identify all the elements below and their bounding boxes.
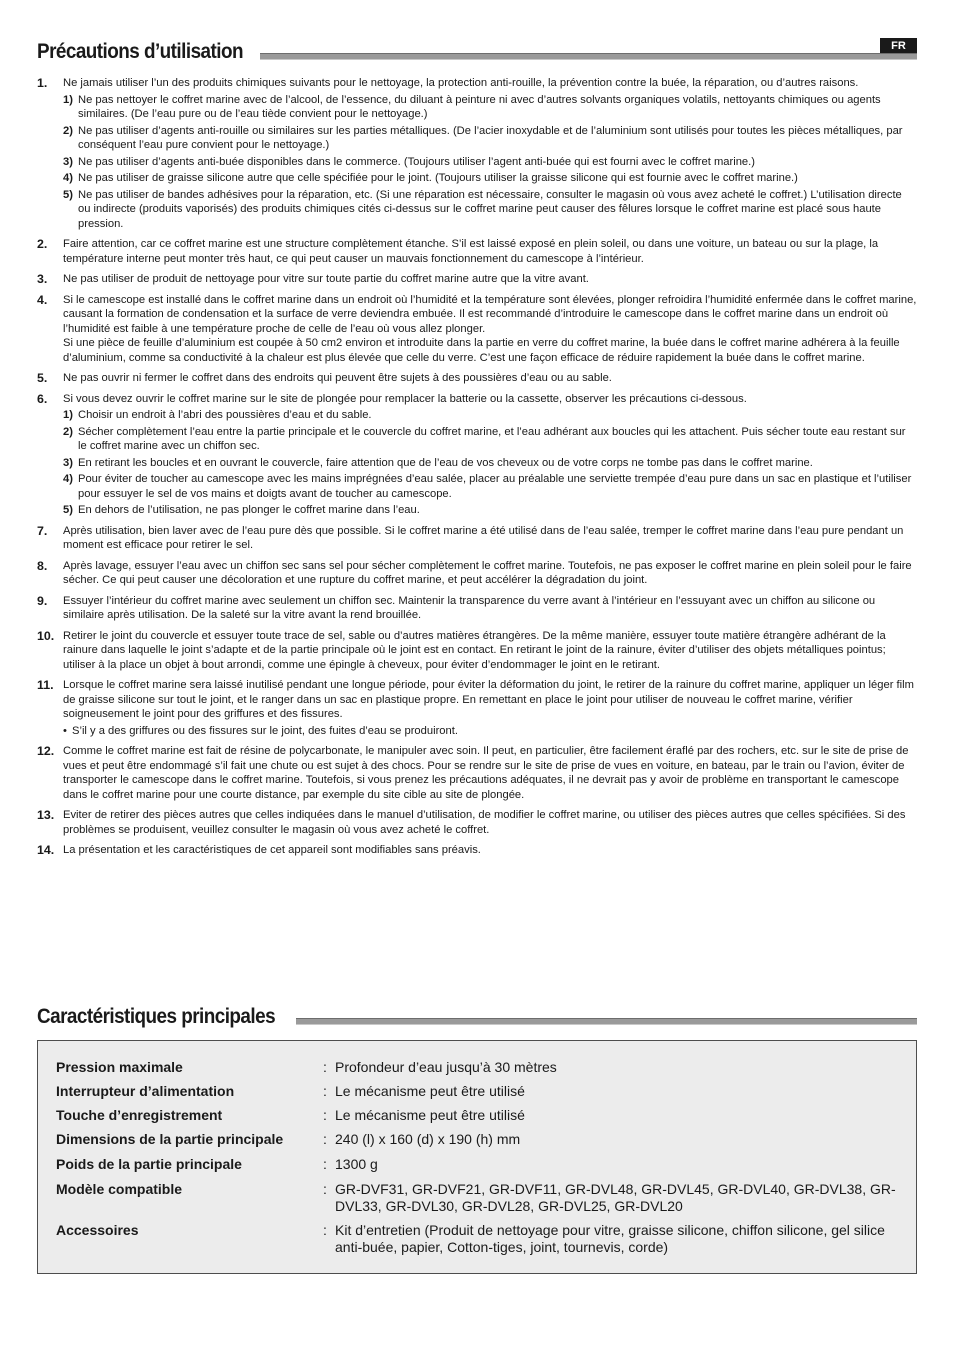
specs-section xyxy=(37,1003,917,1031)
sub-item-text: Ne pas utiliser de bandes adhésives pour la réparation, etc. (Si une réparation est nécessaire, consulter le magasin où vous avez acheté le coffret.) L’utilisation directe ou indirecte (produits vaporisés) des produits chimiques cités ci-dessus sur le coffret marine peut causer des fêlures lorsque le coffret marine est placé sous haute pression. xyxy=(78,188,902,230)
item-text: La présentation et les caractéristiques de cet appareil sont modifiables sans préavis. xyxy=(63,844,481,856)
item-number: 3. xyxy=(37,272,48,286)
sub-item-text: En dehors de l’utilisation, ne pas plonger le coffret marine dans l’eau. xyxy=(78,504,420,516)
item-body xyxy=(63,559,917,588)
sub-item xyxy=(63,124,917,153)
precaution-item xyxy=(37,237,917,266)
item-text: Faire attention, car ce coffret marine est une structure complètement étanche. S’il est laissé exposé en plein soleil, ou dans une voiture, un bateau ou sur la plage, la température interne peut monter très haut, ce qui peut causer un mauvais fonctionnement du camescope à l’intérieur. xyxy=(63,238,879,265)
item-body xyxy=(63,293,917,366)
item-number: 12. xyxy=(37,744,55,758)
precaution-item xyxy=(37,76,917,231)
item-body xyxy=(63,678,917,738)
item-text-continued: Si une pièce de feuille d’aluminium est coupée à 50 cm2 environ et introduite dans la partie en verre du coffret marine, la buée dans le coffret marine adhérera à la feuille d’aluminium, comme sa conductivité à la chaleur est plus élevée que celle du verre. C’est une façon efficace de réduire rapidement la buée dans le coffret marine. xyxy=(63,337,900,364)
precaution-item xyxy=(37,559,917,588)
sub-item-number: 4) xyxy=(63,172,73,184)
precaution-item xyxy=(37,594,917,623)
item-body xyxy=(63,808,917,837)
sub-item-number: 1) xyxy=(63,93,73,106)
precaution-item xyxy=(37,678,917,738)
specs-title: Caractéristiques principales xyxy=(37,1005,276,1028)
specs-table xyxy=(37,1040,917,1274)
sub-item xyxy=(63,472,917,501)
item-text: Après lavage, essuyer l’eau avec un chiffon sec sans sel pour sécher complètement le coffret marine. Toutefois, ne pas exposer le coffret marine en plein soleil pour le faire sécher. Ce qui peut causer une décoloration et une rupture du coffret marine, et peut accélérer la dégradation du joint. xyxy=(63,559,912,586)
item-text: Si le camescope est installé dans le coffret marine dans un endroit où l’humidité et la température sont élevées, plonger refroidira l’humidité enfermée dans le coffret marine, causant la formation de condensation et la surface de verre deviendra embuée. Il est recommandé d’introduire le camescope dans le coffret marine dans un endroit où l’humidité est faible à une température proche de celle de l’eau où vous allez plonger. xyxy=(63,293,917,335)
sub-item-text: Ne pas utiliser d’agents anti-rouille ou similaires sur les parties métalliques. (De l’acier inoxydable et de l’aluminium sont utilisés pour toutes les pièces métalliques, par conséquent l’eau pure convient pour le nettoyage.) xyxy=(78,124,903,151)
item-text: Si vous devez ouvrir le coffret marine sur le site de plongée pour remplacer la batterie ou la cassette, observer les précautions ci-dessous. xyxy=(63,392,747,405)
item-number: 4. xyxy=(37,292,48,307)
item-body xyxy=(63,629,917,673)
spec-label: Interrupteur d’alimentation xyxy=(56,1083,235,1099)
sub-item xyxy=(63,456,917,471)
sub-item-text: Choisir un endroit à l’abri des poussières d’eau et du sable. xyxy=(78,409,372,421)
sub-item-text: Sécher complètement l’eau entre la partie principale et le couvercle du coffret marine, et l’eau adhérant aux boucles qui les attachent. Puis sécher toute eau restant sur le coffret marine avec un chiffon sec. xyxy=(78,425,906,452)
spec-colon: : xyxy=(323,1083,327,1099)
item-body xyxy=(63,594,917,623)
item-number: 5. xyxy=(37,371,48,385)
spec-colon: : xyxy=(323,1222,327,1238)
sub-item xyxy=(63,171,917,186)
item-number: 8. xyxy=(37,558,48,573)
item-number: 1. xyxy=(37,76,48,90)
specs-heading xyxy=(37,1003,917,1031)
precautions-title: Précautions d’utilisation xyxy=(37,40,243,63)
item-body xyxy=(63,843,917,858)
precaution-item xyxy=(37,524,917,553)
spec-colon: : xyxy=(323,1131,327,1147)
sub-item xyxy=(63,503,917,518)
item-text: Après utilisation, bien laver avec de l’eau pure dès que possible. Si le coffret marine a été utilisé dans de l’eau salée, tremper le coffret marine dans l’eau pure pendant un moment est efficace pour retirer le sel. xyxy=(63,524,904,551)
spec-value: Le mécanisme peut être utilisé xyxy=(335,1107,525,1123)
item-text: Lorsque le coffret marine sera laissé inutilisé pendant une longue période, pour éviter la déformation du joint, le retirer de la rainure du coffret marine, appliquer un léger film de graisse silicone sur tout le joint, et le ranger dans un sac en plastique propre. En remettant en place le joint pour utiliser de nouveau le coffret marine, vérifier soigneusement le joint pour des griffures et des fissures. xyxy=(63,679,914,720)
spec-label: Poids de la partie principale xyxy=(56,1156,242,1172)
item-number: 11. xyxy=(37,678,54,692)
item-number: 2. xyxy=(37,237,48,251)
sub-item xyxy=(63,155,917,170)
item-text: Ne jamais utiliser l’un des produits chimiques suivants pour le nettoyage, la protection anti-rouille, la prévention contre la buée, la réparation, ou d’autres raisons. xyxy=(63,77,859,89)
bullet-icon: • xyxy=(63,724,67,737)
sub-item-text: Pour éviter de toucher au camescope avec les mains imprégnées d’eau salée, placer au préalable une serviette trempée d’eau pure dans un sac en plastique et l’utiliser pour essuyer le sel de vos mains et doigts avant de toucher au camescope. xyxy=(78,473,912,500)
heading-rule xyxy=(296,1018,918,1025)
spec-value: 1300 g xyxy=(335,1156,378,1172)
item-text: Eviter de retirer des pièces autres que celles indiquées dans le manuel d’utilisation, de modifier le coffret marine, ou utiliser des pièces autres que celles spécifiées. Si des problèmes se produisent, veuillez consulter le magasin où vous avez acheté le coffret. xyxy=(63,809,906,836)
sub-item-text: Ne pas nettoyer le coffret marine avec de l’alcool, de l’essence, du diluant à peinture ni avec d’autres solvants organiques volatils, nettoyants chimiques ou agents similaires. (De l’eau pure ou de l’eau tiède convient pour le nettoyage.) xyxy=(78,93,881,120)
item-text: Essuyer l’intérieur du coffret marine avec seulement un chiffon sec. Maintenir la transparence du verre avant à l’intérieur en l’essuyant avec un chiffon au silicone ou similaire après utilisation. De la saleté sur la vitre avant la rend brouillée. xyxy=(63,594,876,621)
spec-value: Kit d’entretien (Produit de nettoyage pour vitre, graisse silicone, chiffon silicone, gel silice anti-buée, papier, Cotton-tiges, joint, tournevis, corde) xyxy=(335,1222,885,1255)
item-number: 7. xyxy=(37,523,48,538)
item-text: Comme le coffret marine est fait de résine de polycarbonate, le manipuler avec soin. Il peut, en particulier, être facilement éraflé par des rochers, etc. sur le site de prise de vues et peut être endommagé s’il fait une chute ou est sujet à des chocs. Pour se rendre sur le site de prise de vues en voiture, en bateau, par le train ou l’avion, éviter de transporter le camescope dans le coffret marine. Toutefois, si vous prenez les précautions adéquates, il ne devrait pas y avoir de problème en transportant le camescope dans le coffret marine pour une courte distance, par exemple du site cible au site de plongée. xyxy=(63,745,909,801)
spec-label: Accessoires xyxy=(56,1222,139,1238)
spec-value: Profondeur d’eau jusqu’à 30 mètres xyxy=(335,1059,557,1075)
item-text: Ne pas utiliser de produit de nettoyage pour vitre sur toute partie du coffret marine autre que la vitre avant. xyxy=(63,273,589,285)
item-text: Ne pas ouvrir ni fermer le coffret dans des endroits qui peuvent être sujets à des poussières d’eau ou au sable. xyxy=(63,372,612,384)
item-number: 14. xyxy=(37,843,55,857)
sub-item-text: En retirant les boucles et en ouvrant le couvercle, faire attention que de l’eau de vos cheveux ou de votre corps ne tombe pas dans le coffret marine. xyxy=(78,456,813,469)
sub-item-number: 1) xyxy=(63,409,73,421)
precautions-section xyxy=(37,38,917,864)
item-body xyxy=(63,237,917,266)
spec-colon: : xyxy=(323,1181,327,1197)
precaution-item xyxy=(37,392,917,518)
heading-rule xyxy=(260,53,917,60)
precaution-item xyxy=(37,629,917,673)
spec-label: Dimensions de la partie principale xyxy=(56,1131,284,1147)
spec-value: Le mécanisme peut être utilisé xyxy=(335,1083,525,1099)
item-number: 10. xyxy=(37,628,55,643)
sub-item-number: 4) xyxy=(63,473,73,485)
precaution-item xyxy=(37,272,917,287)
item-body xyxy=(63,76,917,231)
item-body xyxy=(63,744,917,802)
precaution-item xyxy=(37,371,917,386)
spec-value: GR-DVF31, GR-DVF21, GR-DVF11, GR-DVL48, GR-DVL45, GR-DVL40, GR-DVL38, GR-DVL33, GR-DVL30, GR-DVL28, GR-DVL25, GR-DVL20 xyxy=(335,1181,896,1214)
sub-item-number: 2) xyxy=(63,124,73,137)
language-badge: FR xyxy=(880,38,917,54)
sub-item xyxy=(63,408,917,423)
spec-colon: : xyxy=(323,1156,327,1172)
sub-item xyxy=(63,188,917,232)
item-number: 9. xyxy=(37,593,48,608)
item-text: Retirer le joint du couvercle et essuyer toute trace de sel, sable ou d’autres matières étrangères. De la même manière, essuyer toute matière étrangère adhérant de la rainure dans laquelle le joint s’adapte et de la partie principale où le joint est en contact. En retirant le joint de la rainure, éviter d’utiliser des objets métalliques pointus; utiliser à la place un objet à bout arrondi, comme une épingle à cheveux, pour éviter d’endommager le joint en le retirant. xyxy=(63,629,886,671)
precaution-item xyxy=(37,293,917,366)
precaution-item xyxy=(37,808,917,837)
bullet-note-text: S’il y a des griffures ou des fissures sur le joint, des fuites d’eau se produiront. xyxy=(72,724,458,737)
spec-colon: : xyxy=(323,1059,327,1075)
spec-value: 240 (l) x 160 (d) x 190 (h) mm xyxy=(335,1131,521,1147)
precautions-list xyxy=(37,76,917,858)
bullet-note xyxy=(63,724,917,739)
sub-item xyxy=(63,425,917,454)
sub-item-number: 3) xyxy=(63,456,73,469)
spec-label: Modèle compatible xyxy=(56,1181,183,1197)
sub-item-number: 5) xyxy=(63,188,73,201)
sub-item xyxy=(63,93,917,122)
spec-label: Pression maximale xyxy=(56,1059,183,1075)
item-number: 6. xyxy=(37,391,48,406)
item-body xyxy=(63,392,917,518)
sub-item-number: 5) xyxy=(63,504,73,516)
item-body xyxy=(63,272,917,287)
spec-label: Touche d’enregistrement xyxy=(56,1107,223,1123)
sub-item-text: Ne pas utiliser d’agents anti-buée disponibles dans le commerce. (Toujours utiliser l’agent anti-buée qui est fourni avec le coffret marine.) xyxy=(78,155,755,168)
item-number: 13. xyxy=(37,808,55,822)
item-body xyxy=(63,524,917,553)
item-body xyxy=(63,371,917,386)
sub-item-number: 3) xyxy=(63,155,73,168)
precautions-heading xyxy=(37,38,917,66)
precaution-item xyxy=(37,843,917,858)
spec-colon: : xyxy=(323,1107,327,1123)
sub-item-text: Ne pas utiliser de graisse silicone autre que celle spécifiée pour le joint. (Toujours utiliser la graisse silicone qui est fournie avec le coffret marine.) xyxy=(78,172,798,184)
sub-item-number: 2) xyxy=(63,425,73,438)
precaution-item xyxy=(37,744,917,802)
